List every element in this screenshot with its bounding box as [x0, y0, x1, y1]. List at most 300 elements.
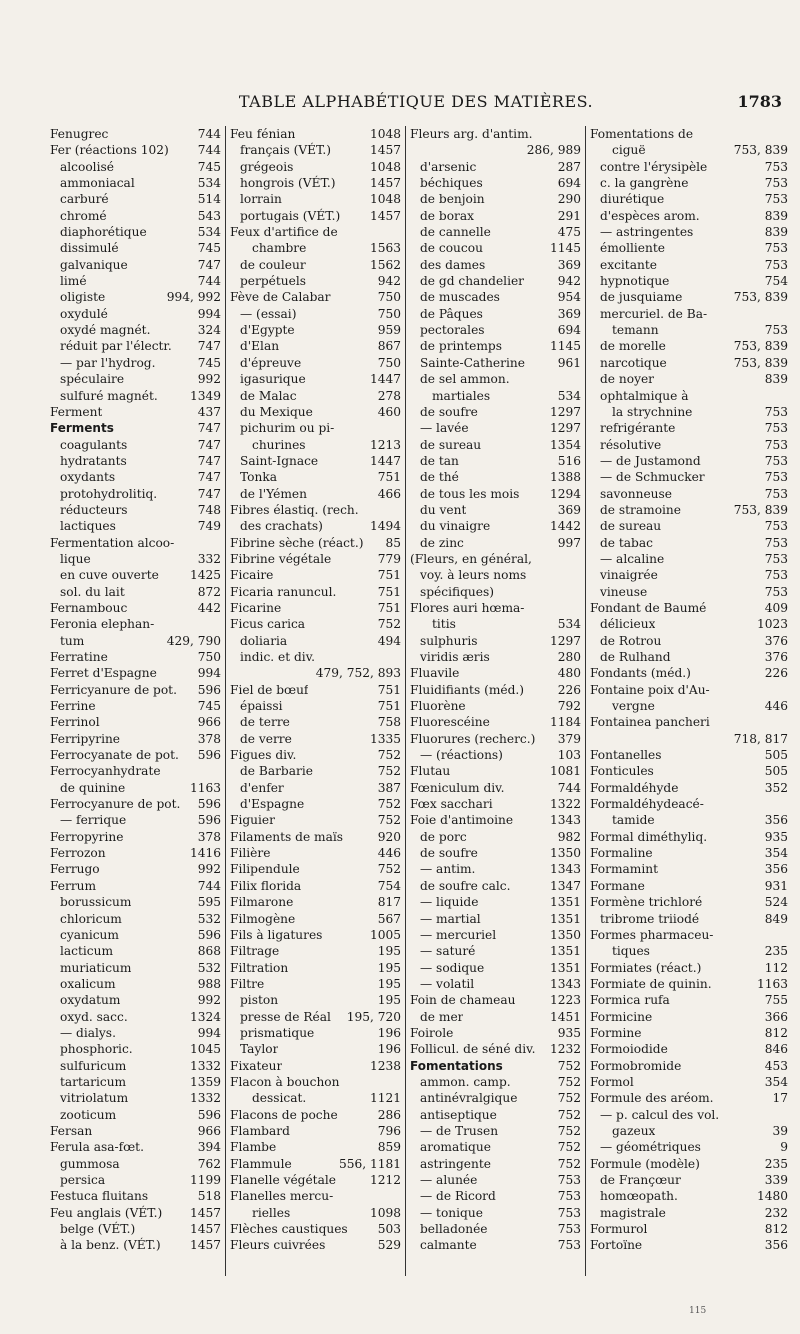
- entry-term: Formamint: [590, 862, 658, 877]
- index-entry: [410, 698, 581, 714]
- entry-term: d'arsenic: [420, 159, 477, 174]
- index-column-1: [48, 126, 225, 1276]
- entry-term: Fils à ligatures: [230, 927, 323, 942]
- entry-term: de soufre calc.: [420, 878, 511, 893]
- index-entry: [230, 1025, 401, 1041]
- index-entry: [50, 763, 221, 779]
- entry-page-ref: 1335: [369, 731, 401, 746]
- entry-page-ref: 1457: [369, 143, 401, 158]
- entry-term: Ferret d'Espagne: [50, 666, 157, 681]
- entry-page-ref: 505: [764, 764, 788, 779]
- entry-term: savonneuse: [600, 486, 672, 501]
- entry-page-ref: 286: [377, 1107, 401, 1122]
- entry-page-ref: 753: [764, 241, 788, 256]
- entry-page-ref: 745: [197, 355, 221, 370]
- entry-page-ref: 751: [377, 699, 401, 714]
- index-entry: [410, 812, 581, 828]
- entry-term: de noyer: [600, 372, 654, 387]
- entry-page-ref: 747: [197, 339, 221, 354]
- index-entry: [230, 126, 401, 142]
- entry-term: Formiates (réact.): [590, 960, 702, 975]
- entry-page-ref: 1447: [369, 372, 401, 387]
- entry-term: de thé: [420, 470, 459, 485]
- entry-term: d'épreuve: [240, 355, 302, 370]
- entry-page-ref: 849: [764, 911, 788, 926]
- index-entry: [590, 731, 788, 747]
- index-entry: [50, 338, 221, 354]
- index-entry: [50, 1221, 221, 1237]
- index-entry: [410, 126, 581, 142]
- entry-page-ref: 1350: [549, 927, 581, 942]
- index-entry: [50, 240, 221, 256]
- entry-page-ref: 753: [764, 421, 788, 436]
- entry-page-ref: 752: [377, 813, 401, 828]
- index-entry: [50, 1090, 221, 1106]
- index-entry: [590, 796, 788, 812]
- index-entry: [50, 943, 221, 959]
- entry-page-ref: 961: [557, 355, 581, 370]
- entry-page-ref: 556, 1181: [338, 1156, 401, 1171]
- entry-term: belge (VÉT.): [60, 1222, 136, 1237]
- entry-page-ref: 369: [557, 502, 581, 517]
- entry-term: Filix florida: [230, 878, 302, 893]
- entry-page-ref: 366: [764, 1009, 788, 1024]
- index-entry: [410, 747, 581, 763]
- entry-term: tribrome triiodé: [600, 911, 700, 926]
- index-entry: [230, 698, 401, 714]
- entry-term: Flambe: [230, 1140, 277, 1155]
- entry-page-ref: 744: [557, 780, 581, 795]
- index-entry: [230, 1123, 401, 1139]
- index-entry: [590, 780, 788, 796]
- entry-page-ref: 235: [764, 944, 788, 959]
- entry-term: Ferments: [50, 421, 114, 436]
- index-entry: [410, 600, 581, 616]
- entry-term: Festuca fluitans: [50, 1189, 149, 1204]
- entry-page-ref: 567: [377, 911, 401, 926]
- entry-term: Ferripyrine: [50, 731, 121, 746]
- index-entry: [590, 894, 788, 910]
- index-entry: [50, 469, 221, 485]
- entry-term: presse de Réal: [240, 1009, 331, 1024]
- entry-page-ref: 867: [377, 339, 401, 354]
- index-entry: [230, 159, 401, 175]
- entry-page-ref: 112: [764, 960, 788, 975]
- index-entry: [50, 649, 221, 665]
- entry-term: Fluidifiants (méd.): [410, 682, 525, 697]
- index-entry: [410, 845, 581, 861]
- entry-page-ref: 839: [764, 225, 788, 240]
- entry-term: 718, 817: [733, 731, 788, 746]
- entry-term: (Fleurs, en général,: [410, 551, 532, 566]
- entry-term: oligiste: [60, 290, 106, 305]
- entry-term: Fluorescéine: [410, 715, 490, 730]
- index-entry: [410, 437, 581, 453]
- index-entry: [230, 927, 401, 943]
- entry-term: oxalicum: [60, 976, 116, 991]
- index-entry: [230, 992, 401, 1008]
- entry-page-ref: 1324: [189, 1009, 221, 1024]
- index-entry: [50, 861, 221, 877]
- entry-term: de sureau: [600, 519, 662, 534]
- entry-page-ref: 1457: [369, 176, 401, 191]
- entry-term: Ficaire: [230, 568, 274, 583]
- entry-page-ref: 753: [764, 568, 788, 583]
- index-entry: [410, 1188, 581, 1204]
- entry-page-ref: 534: [557, 388, 581, 403]
- index-entry: [410, 911, 581, 927]
- entry-page-ref: 751: [377, 584, 401, 599]
- index-entry: [230, 142, 401, 158]
- index-entry: [50, 191, 221, 207]
- index-entry: [230, 1107, 401, 1123]
- index-entry: [590, 191, 788, 207]
- index-entry: [410, 927, 581, 943]
- entry-page-ref: 1457: [369, 208, 401, 223]
- entry-term: — de Schmucker: [600, 470, 705, 485]
- entry-page-ref: 195: [377, 976, 401, 991]
- entry-page-ref: 747: [197, 486, 221, 501]
- entry-term: de cannelle: [420, 225, 491, 240]
- entry-term: Flanelle végétale: [230, 1173, 336, 1187]
- entry-page-ref: 505: [764, 748, 788, 763]
- index-entry: [230, 894, 401, 910]
- entry-term: viridis æris: [420, 650, 490, 664]
- index-entry: [230, 1237, 401, 1253]
- entry-term: Figues div.: [230, 748, 297, 763]
- index-entry: [50, 486, 221, 502]
- index-entry: [230, 633, 401, 649]
- entry-term: vinaigrée: [600, 568, 658, 583]
- index-entry: [50, 1074, 221, 1090]
- entry-term: d'Espagne: [240, 797, 305, 812]
- entry-term: Fixateur: [230, 1058, 283, 1073]
- index-entry: [410, 175, 581, 191]
- entry-term: persica: [60, 1173, 106, 1187]
- index-entry: [50, 142, 221, 158]
- entry-term: de tan: [420, 453, 459, 468]
- index-entry: [50, 175, 221, 191]
- index-entry: [410, 208, 581, 224]
- index-entry: [590, 469, 788, 485]
- entry-page-ref: 745: [197, 159, 221, 174]
- index-entry: [230, 812, 401, 828]
- index-entry: [590, 486, 788, 502]
- entry-page-ref: 39: [772, 1123, 788, 1138]
- index-entry: [590, 763, 788, 779]
- index-entry: [410, 535, 581, 551]
- entry-page-ref: 596: [197, 927, 221, 942]
- entry-page-ref: 744: [197, 127, 221, 141]
- entry-term: d'Elan: [240, 339, 280, 354]
- index-entry: [50, 306, 221, 322]
- entry-term: Fœx sacchari: [410, 797, 493, 812]
- entry-term: Flammule: [230, 1156, 292, 1171]
- index-entry: [230, 1090, 401, 1106]
- index-entry: [230, 976, 401, 992]
- entry-term: Flambard: [230, 1123, 290, 1138]
- index-entry: [410, 731, 581, 747]
- index-entry: [230, 1041, 401, 1057]
- index-entry: [410, 289, 581, 305]
- entry-page-ref: 324: [197, 323, 221, 338]
- entry-page-ref: 754: [377, 878, 401, 893]
- entry-term: — alcaline: [600, 551, 665, 566]
- entry-term: la strychnine: [612, 404, 693, 419]
- index-entry: [230, 371, 401, 387]
- entry-term: Ferula asa-fœt.: [50, 1140, 144, 1155]
- entry-term: Fibres élastiq. (rech.: [230, 502, 359, 517]
- entry-page-ref: 747: [197, 421, 221, 436]
- index-entry: [50, 1188, 221, 1204]
- entry-term: Flanelles mercu-: [230, 1189, 334, 1204]
- entry-term: antinévralgique: [420, 1091, 518, 1106]
- entry-page-ref: 1297: [549, 421, 581, 436]
- entry-page-ref: 1425: [189, 568, 221, 583]
- index-entry: [230, 731, 401, 747]
- index-entry: [230, 780, 401, 796]
- entry-page-ref: 453: [764, 1058, 788, 1073]
- entry-page-ref: 942: [557, 274, 581, 289]
- index-entry: [230, 600, 401, 616]
- index-entry: [50, 780, 221, 796]
- index-entry: [590, 600, 788, 616]
- index-entry: [230, 437, 401, 453]
- index-entry: [410, 1107, 581, 1123]
- entry-term: de jusquiame: [600, 290, 683, 305]
- entry-page-ref: 694: [557, 323, 581, 338]
- index-entry: [590, 878, 788, 894]
- entry-term: de quinine: [60, 780, 126, 795]
- entry-page-ref: 287: [557, 159, 581, 174]
- entry-term: ophtalmique à: [600, 388, 689, 403]
- index-entry: [410, 1058, 581, 1074]
- entry-page-ref: 532: [197, 911, 221, 926]
- index-entry: [590, 126, 788, 142]
- index-entry: [410, 322, 581, 338]
- entry-term: — astringentes: [600, 225, 694, 240]
- entry-page-ref: 994: [197, 306, 221, 321]
- entry-term: oxydé magnét.: [60, 323, 151, 338]
- entry-page-ref: 290: [557, 192, 581, 207]
- entry-page-ref: 1297: [549, 633, 581, 648]
- entry-term: de gd chandelier: [420, 274, 525, 289]
- entry-term: Formoiodide: [590, 1042, 668, 1057]
- index-entry: [230, 616, 401, 632]
- entry-term: Flèches caustiques: [230, 1222, 348, 1237]
- entry-term: Formes pharmaceu-: [590, 927, 714, 942]
- entry-page-ref: 1343: [549, 976, 581, 991]
- entry-term: d'espèces arom.: [600, 208, 700, 223]
- entry-term: Filtre: [230, 976, 265, 991]
- entry-term: Fondant de Baumé: [590, 600, 707, 615]
- entry-term: de Françœur: [600, 1173, 681, 1187]
- entry-term: rielles: [252, 1205, 291, 1220]
- index-entry: [50, 682, 221, 698]
- index-entry: [230, 191, 401, 207]
- entry-page-ref: 753, 839: [733, 143, 788, 158]
- entry-page-ref: 753: [764, 535, 788, 550]
- entry-term: Fontanelles: [590, 748, 662, 763]
- index-entry: [230, 682, 401, 698]
- entry-page-ref: 460: [377, 404, 401, 419]
- entry-term: — de Ricord: [420, 1189, 496, 1204]
- index-entry: [590, 1041, 788, 1057]
- entry-term: Formal diméthyliq.: [590, 829, 708, 844]
- index-entry: [50, 584, 221, 600]
- entry-page-ref: 753: [764, 486, 788, 501]
- entry-term: Foirole: [410, 1025, 454, 1040]
- entry-term: ammoniacal: [60, 176, 135, 191]
- entry-term: Formule des aréom.: [590, 1091, 714, 1106]
- entry-page-ref: 339: [764, 1173, 788, 1187]
- entry-page-ref: 751: [377, 470, 401, 485]
- index-entry: [50, 927, 221, 943]
- entry-term: Fomentations: [410, 1058, 503, 1073]
- entry-term: lorrain: [240, 192, 282, 207]
- index-entry: [410, 1090, 581, 1106]
- entry-page-ref: 1351: [549, 895, 581, 910]
- entry-term: de sel ammon.: [420, 372, 510, 387]
- entry-term: diaphorétique: [60, 225, 147, 240]
- index-entry: [590, 1123, 788, 1139]
- index-entry: [50, 1058, 221, 1074]
- index-entry: [590, 1237, 788, 1253]
- entry-page-ref: 1447: [369, 453, 401, 468]
- index-entry: [590, 1090, 788, 1106]
- index-entry: [230, 1172, 401, 1188]
- entry-term: Fontainea pancheri: [590, 715, 710, 730]
- index-entry: [590, 224, 788, 240]
- index-entry: [50, 1139, 221, 1155]
- entry-term: Fersan: [50, 1123, 93, 1138]
- entry-page-ref: 744: [197, 274, 221, 289]
- index-entry: [410, 159, 581, 175]
- entry-term: Fleurs arg. d'antim.: [410, 127, 533, 141]
- entry-term: de verre: [240, 731, 292, 746]
- index-entry: [230, 1221, 401, 1237]
- entry-term: de soufre: [420, 404, 478, 419]
- entry-term: de l'Yémen: [240, 486, 307, 501]
- entry-page-ref: 524: [764, 895, 788, 910]
- entry-page-ref: 988: [197, 976, 221, 991]
- index-entry: [410, 943, 581, 959]
- entry-term: cyanicum: [60, 927, 119, 942]
- entry-term: Fer (réactions 102): [50, 143, 169, 158]
- entry-term: voy. à leurs noms: [420, 568, 527, 583]
- entry-page-ref: 376: [764, 633, 788, 648]
- entry-term: délicieux: [600, 617, 656, 632]
- index-entry: [50, 731, 221, 747]
- entry-term: Fibrine sèche (réact.): [230, 535, 364, 550]
- index-entry: [230, 322, 401, 338]
- entry-term: pectorales: [420, 323, 485, 338]
- index-entry: [590, 911, 788, 927]
- entry-page-ref: 596: [197, 797, 221, 812]
- entry-page-ref: 196: [377, 1025, 401, 1040]
- entry-page-ref: 752: [557, 1058, 581, 1073]
- entry-term: tum: [60, 633, 85, 648]
- entry-page-ref: 994, 992: [166, 290, 221, 305]
- entry-term: Ferrine: [50, 699, 96, 714]
- entry-page-ref: 9: [780, 1140, 788, 1155]
- entry-term: Feu anglais (VÉT.): [50, 1205, 163, 1220]
- entry-page-ref: 752: [377, 748, 401, 763]
- entry-term: Feu fénian: [230, 127, 296, 141]
- entry-page-ref: 762: [197, 1156, 221, 1171]
- entry-term: ciguë: [612, 143, 646, 158]
- index-entry: [590, 567, 788, 583]
- entry-page-ref: 543: [197, 208, 221, 223]
- entry-term: Filaments de maïs: [230, 829, 344, 844]
- entry-page-ref: 378: [197, 731, 221, 746]
- entry-term: vergne: [612, 699, 655, 714]
- entry-term: hydratants: [60, 453, 127, 468]
- index-entry: [410, 976, 581, 992]
- entry-page-ref: 516: [557, 453, 581, 468]
- index-entry: [410, 1156, 581, 1172]
- index-entry: [590, 257, 788, 273]
- entry-page-ref: 1442: [549, 519, 581, 534]
- index-entry: [590, 616, 788, 632]
- index-entry: [590, 1172, 788, 1188]
- entry-page-ref: 750: [377, 355, 401, 370]
- entry-page-ref: 752: [557, 1123, 581, 1138]
- index-entry: [230, 1058, 401, 1074]
- index-entry: [590, 861, 788, 877]
- index-entry: [590, 404, 788, 420]
- index-entry: [590, 1188, 788, 1204]
- entry-page-ref: 745: [197, 241, 221, 256]
- entry-term: — géométriques: [600, 1140, 701, 1155]
- entry-term: chambre: [252, 241, 307, 256]
- entry-page-ref: 751: [377, 568, 401, 583]
- index-entry: [50, 845, 221, 861]
- entry-page-ref: 752: [377, 797, 401, 812]
- entry-page-ref: 1388: [549, 470, 581, 485]
- index-entry: [410, 371, 581, 387]
- entry-term: — volatil: [420, 976, 475, 991]
- entry-term: de Barbarie: [240, 764, 313, 779]
- entry-term: limé: [60, 274, 87, 289]
- entry-page-ref: 1457: [189, 1205, 221, 1220]
- entry-term: des crachats): [240, 519, 323, 534]
- entry-page-ref: 753: [764, 470, 788, 485]
- entry-term: sol. du lait: [60, 584, 125, 599]
- entry-term: Figuier: [230, 813, 275, 828]
- entry-page-ref: 954: [557, 290, 581, 305]
- entry-term: magistrale: [600, 1205, 666, 1220]
- index-entry: [50, 1107, 221, 1123]
- entry-term: Formaldéhydeacé-: [590, 797, 704, 812]
- entry-page-ref: 1213: [369, 437, 401, 452]
- index-entry: [230, 714, 401, 730]
- index-entry: [50, 224, 221, 240]
- entry-term: coagulants: [60, 437, 128, 452]
- entry-term: Ferrozon: [50, 846, 106, 861]
- entry-page-ref: 103: [557, 748, 581, 763]
- index-column-4: [585, 126, 792, 1276]
- entry-term: du vent: [420, 502, 467, 517]
- index-entry: [50, 1156, 221, 1172]
- index-entry: [230, 208, 401, 224]
- entry-page-ref: 753: [764, 192, 788, 207]
- index-entry: [590, 208, 788, 224]
- index-entry: [230, 1156, 401, 1172]
- index-entry: [50, 420, 221, 436]
- entry-page-ref: 1023: [756, 617, 788, 632]
- entry-term: de printemps: [420, 339, 502, 354]
